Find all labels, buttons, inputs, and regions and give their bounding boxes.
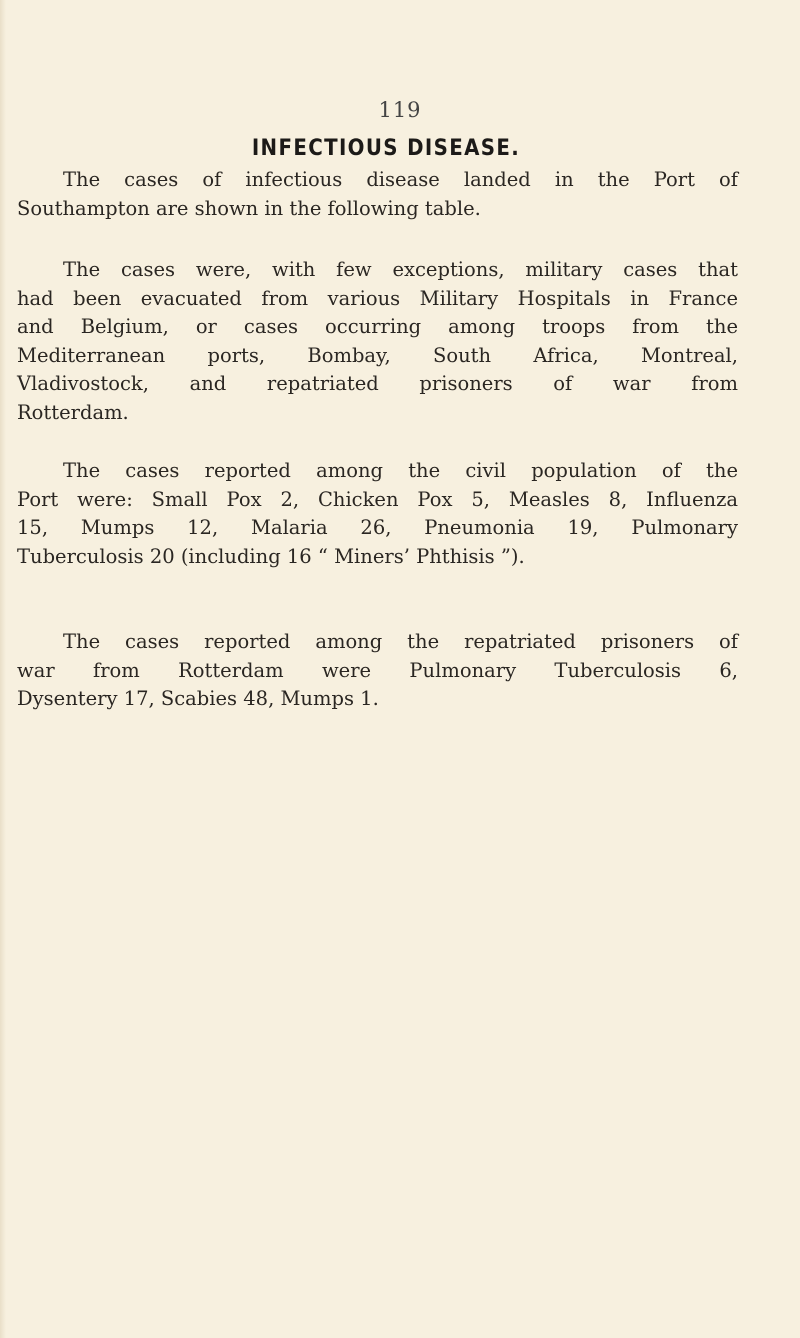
text-line: Vladivostock, and repatriated prisoners of war from	[17, 372, 738, 396]
text-line: The cases were, with few exceptions, military cases that	[63, 258, 738, 281]
text-line: The cases reported among the repatriated prisoners of	[63, 630, 738, 653]
paragraph-civil-population	[17, 457, 738, 571]
text-line: Southampton are shown in the following table.	[17, 196, 481, 220]
text-line: Port were: Small Pox 2, Chicken Pox 5, Measles 8, Influenza	[17, 487, 738, 511]
page-number: 119	[378, 98, 422, 122]
text-line: Tuberculosis 20 (including 16 “ Miners’ Phthisis ”).	[17, 544, 525, 568]
text-line: Mediterranean ports, Bombay, South Africa, Montreal,	[17, 343, 738, 367]
paragraph-military-cases	[17, 256, 738, 428]
text-line: war from Rotterdam were Pulmonary Tuberculosis 6,	[17, 658, 738, 682]
text-line: The cases of infectious disease landed in the Port of	[63, 168, 738, 191]
text-line: The cases reported among the civil population of the	[63, 459, 738, 482]
text-line: had been evacuated from various Military Hospitals in France	[17, 286, 738, 310]
page-gutter-shadow	[0, 0, 6, 1338]
text-line: and Belgium, or cases occurring among troops from the	[17, 315, 738, 339]
paragraph-repatriated-prisoners	[17, 628, 738, 714]
text-line: 15, Mumps 12, Malaria 26, Pneumonia 19, Pulmonary	[17, 516, 738, 540]
text-line: Rotterdam.	[17, 400, 129, 424]
text-line: Dysentery 17, Scabies 48, Mumps 1.	[17, 687, 379, 711]
paragraph-intro	[17, 166, 738, 223]
section-heading: INFECTIOUS DISEASE.	[251, 136, 521, 161]
